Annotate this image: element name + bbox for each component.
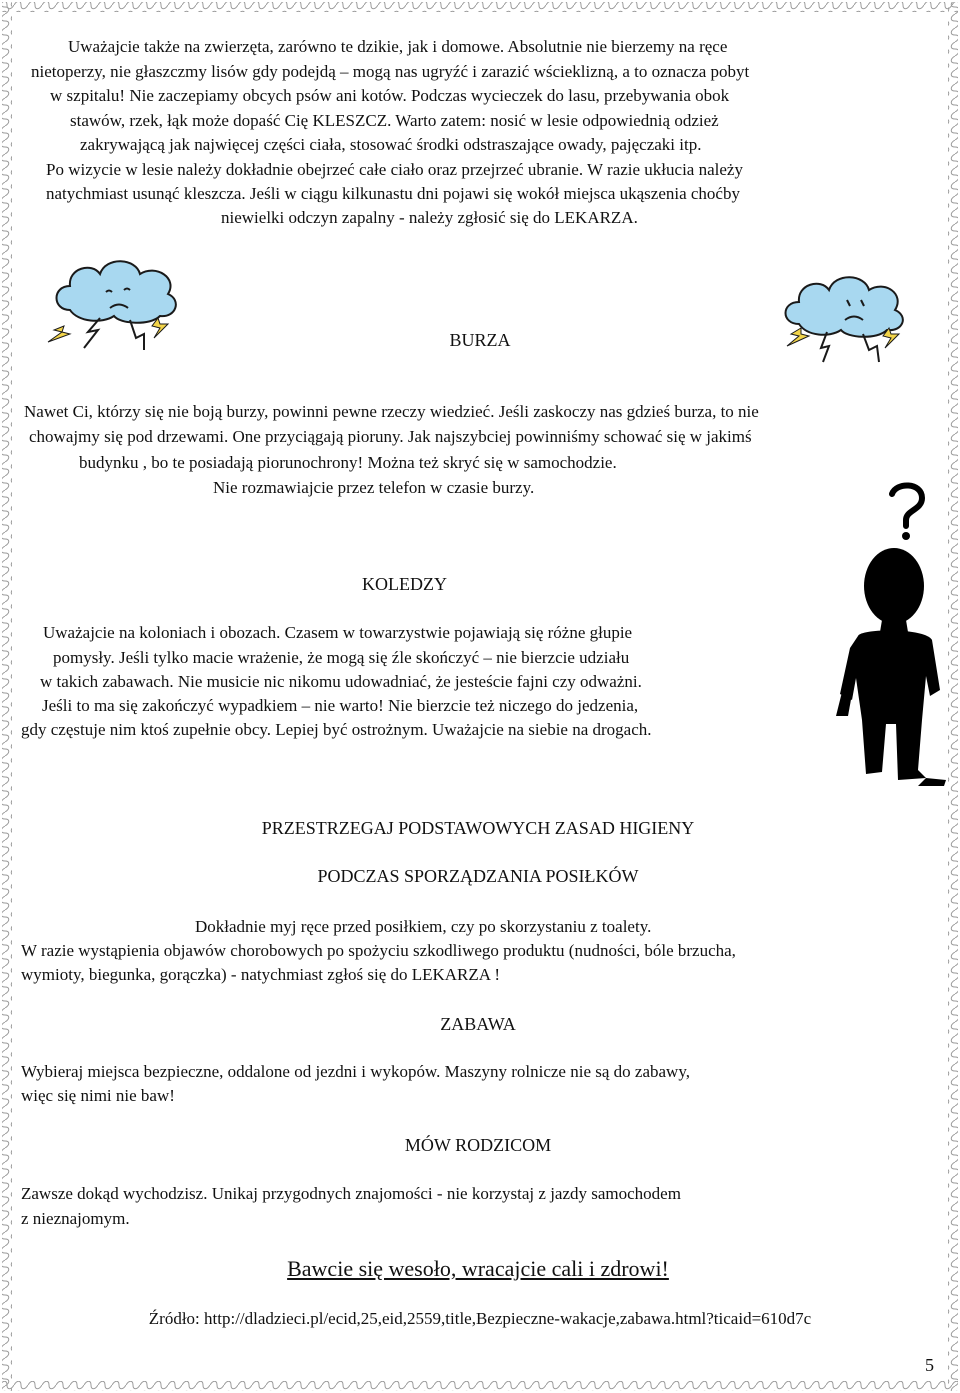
- koledzy-line: w takich zabawach. Nie musicie nic nikomu udowadniać, że jesteście fajni czy odważni.: [40, 672, 642, 691]
- section-heading-zabawa: ZABAWA: [440, 1014, 516, 1034]
- page-number: 5: [925, 1355, 934, 1375]
- intro-line: nietoperzy, nie głaszczmy lisów gdy podejdą – mogą nas ugryźć i zarazić wścieklizną, a to oznacza pobyt: [31, 62, 750, 81]
- intro-line: w szpitalu! Nie zaczepiamy obcych psów ani kotów. Podczas wycieczek do lasu, przebywania obok: [50, 86, 730, 105]
- higiena-line: wymioty, biegunka, gorączka) - natychmiast zgłoś się do LEKARZA !: [21, 965, 501, 984]
- intro-line: stawów, rzek, łąk może dopaść Cię KLESZCZ. Warto zatem: nosić w lesie odpowiednią odzież: [70, 111, 719, 130]
- section-heading-burza: BURZA: [449, 330, 511, 350]
- higiena-line: W razie wystąpienia objawów chorobowych po spożyciu szkodliwego produktu (nudności, bóle brzucha,: [21, 941, 736, 960]
- rodzicom-line: Zawsze dokąd wychodzisz. Unikaj przygodnych znajomości - nie korzystaj z jazdy samochodem: [21, 1184, 681, 1203]
- source-link[interactable]: Źródło: http://dladzieci.pl/ecid,25,eid,2559,title,Bezpieczne-wakacje,zabawa.html?ticaid=610d7c: [148, 1309, 812, 1328]
- burza-line: Nie rozmawiajcie przez telefon w czasie burzy.: [213, 478, 535, 497]
- koledzy-line: Uważajcie na koloniach i obozach. Czasem w towarzystwie pojawiają się różne głupie: [43, 623, 633, 642]
- section-heading-koledzy: KOLEDZY: [362, 574, 447, 594]
- higiena-line: Dokładnie myj ręce przed posiłkiem, czy po skorzystaniu z toalety.: [195, 917, 652, 936]
- closing-message: Bawcie się wesoło, wracajcie cali i zdrowi!: [287, 1256, 669, 1281]
- sad-storm-cloud-icon: [765, 268, 915, 368]
- zabawa-line: Wybieraj miejsca bezpieczne, oddalone od jezdni i wykopów. Maszyny rolnicze nie są do zabawy,: [21, 1062, 690, 1081]
- burza-line: budynku , bo te posiadają piorunochrony! Można też skryć się w samochodzie.: [79, 453, 617, 472]
- intro-line: Po wizycie w lesie należy dokładnie obejrzeć całe ciało oraz przejrzeć ubranie. W razie ukłucia należy: [46, 160, 743, 179]
- confused-person-silhouette-icon: [822, 480, 952, 790]
- zabawa-line: więc się nimi nie baw!: [21, 1086, 175, 1105]
- koledzy-line: pomysły. Jeśli tylko macie wrażenie, że mogą się źle skończyć – nie bierzcie udziału: [53, 648, 630, 667]
- koledzy-line: gdy częstuje nim ktoś zupełnie obcy. Lepiej być ostrożnym. Uważajcie na siebie na drogach.: [21, 720, 652, 739]
- intro-line: niewielki odczyn zapalny - należy zgłosić się do LEKARZA.: [221, 208, 638, 227]
- burza-line: Nawet Ci, którzy się nie boją burzy, powinni pewne rzeczy wiedzieć. Jeśli zaskoczy nas gdzieś burza, to nie: [24, 402, 759, 421]
- rodzicom-line: z nieznajomym.: [21, 1209, 130, 1228]
- intro-line: natychmiast usunąć kleszcza. Jeśli w ciągu kilkunastu dni pojawi się wokół miejsca ukąszenia choćby: [46, 184, 740, 203]
- intro-line: zakrywającą jak najwięcej części ciała, stosować środki odstraszające owady, pajęczaki itp.: [80, 135, 702, 154]
- burza-line: chowajmy się pod drzewami. One przyciągają pioruny. Jak najszybciej powinniśmy schować się w jakimś: [29, 427, 752, 446]
- section-subheading-higiena: PODCZAS SPORZĄDZANIA POSIŁKÓW: [317, 866, 639, 886]
- koledzy-line: Jeśli to ma się zakończyć wypadkiem – nie warto! Nie bierzcie też niczego do jedzenia,: [42, 696, 639, 715]
- section-heading-higiena: PRZESTRZEGAJ PODSTAWOWYCH ZASAD HIGIENY: [261, 818, 695, 838]
- intro-line: Uważajcie także na zwierzęta, zarówno te dzikie, jak i domowe. Absolutnie nie bierzemy na ręce: [68, 37, 728, 56]
- section-heading-rodzicom: MÓW RODZICOM: [404, 1135, 552, 1155]
